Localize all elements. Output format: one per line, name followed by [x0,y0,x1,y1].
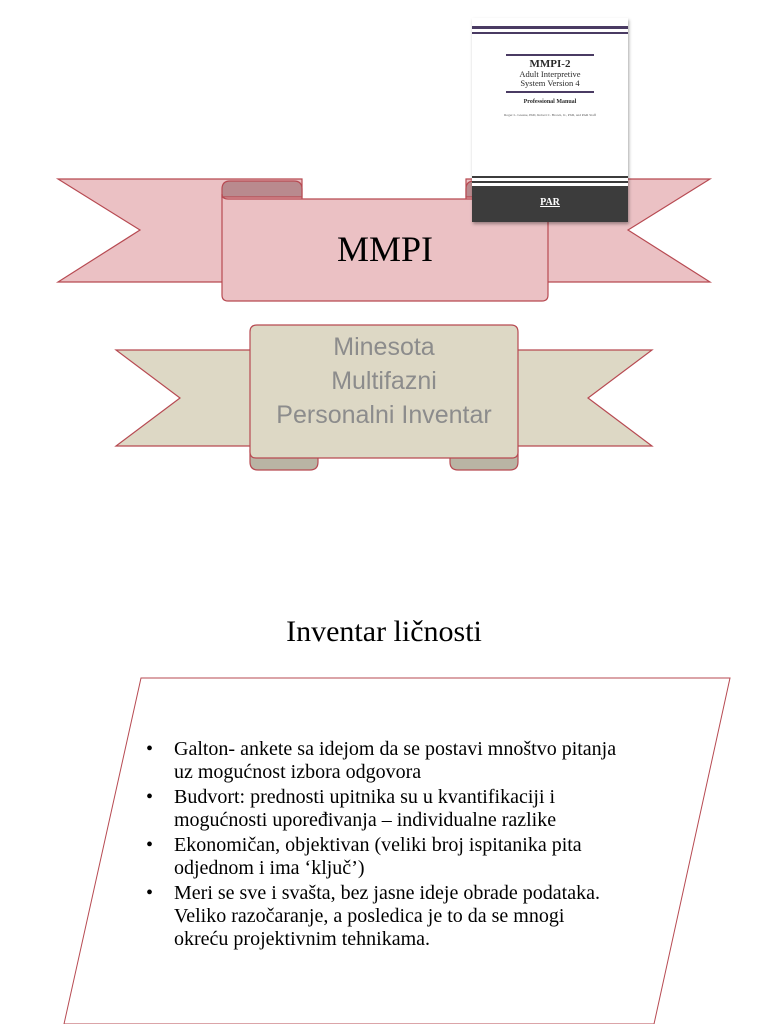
book-manual-label: Professional Manual [523,99,577,105]
bullet-point: • [146,834,154,856]
pink-ribbon-left-fold [222,181,302,197]
book-footer [472,186,628,222]
book-bottom-stripe-2 [472,181,628,183]
bullet-text: Budvort: prednosti upitnika su u kvantifikaciji i mogućnosti upoređivanja – individualne razlike [174,786,557,831]
list-item [146,786,622,832]
book-subtitle [472,70,628,88]
book-top-stripe-thin [472,32,628,34]
book-top-stripe [472,26,628,29]
book-subtitle-line1: Adult Interpretive [519,69,581,79]
book-bottom-stripe-1 [472,176,628,178]
section-heading: Inventar ličnosti [286,615,482,648]
book-publisher-logo: PAR [540,197,560,208]
banner-subtitle [250,330,518,432]
list-item [146,882,622,951]
bullet-text: Meri se sve i svašta, bez jasne ideje obrade podataka. Veliko razočaranje, a posledica je to da se mnogi okreću projektivnim tehnikama. [174,882,600,950]
list-item [146,738,622,784]
banner-title: MMPI [336,229,434,269]
bullet-list [146,738,622,953]
banner-subtitle-line-3: Personalni Inventar [276,401,492,429]
book-subtitle-line2: System Version 4 [520,78,580,88]
book-title-rule-bottom [506,91,594,93]
book-authors: Roger L. Greene, PhD, Robert C. Brown, Jr., PhD, and PAR Staff [504,113,596,117]
book-cover-image [472,18,628,222]
book-title: MMPI-2 [529,58,571,70]
banner-subtitle-line-1: Minesota [333,333,435,361]
list-item [146,834,622,880]
bullet-point: • [146,738,154,760]
bullet-text: Ekonomičan, objektivan (veliki broj ispitanika pita odjednom i ima ‘ključ’) [174,834,582,879]
bullet-point: • [146,882,154,904]
bullet-point: • [146,786,154,808]
book-title-rule-top [506,54,594,56]
banner-subtitle-line-2: Multifazni [331,367,437,395]
bullet-text: Galton- ankete sa idejom da se postavi mnoštvo pitanja uz mogućnost izbora odgovora [174,738,617,783]
